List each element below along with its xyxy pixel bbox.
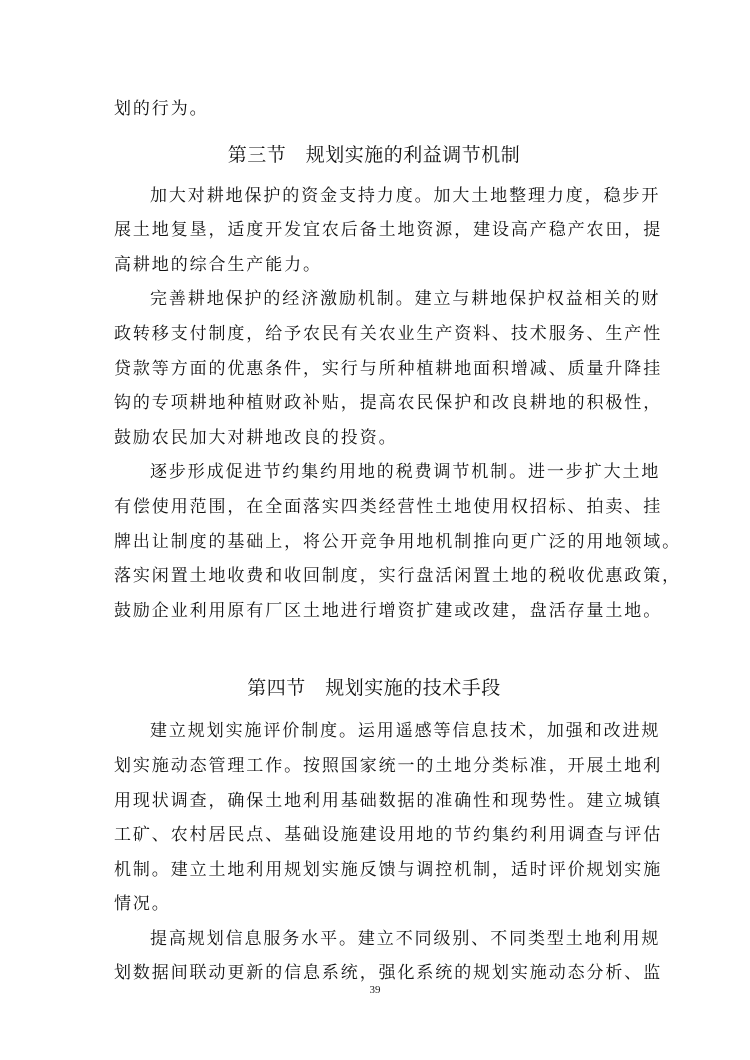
- paragraph-tax-fee-mechanism: [114, 455, 681, 628]
- text-line: 划实施动态管理工作。按照国家统一的土地分类标准，开展土地利: [114, 755, 663, 776]
- page-number: 39: [369, 984, 381, 996]
- continued-text-line: 划的行为。: [114, 99, 209, 119]
- text-line: 鼓励农民加大对耕地改良的投资。: [114, 427, 398, 448]
- section-heading-4: 第四节 规划实施的技术手段: [247, 677, 501, 700]
- text-line: 划数据间联动更新的信息系统，强化系统的规划实施动态分析、监: [114, 963, 663, 984]
- text-line: 建立规划实施评价制度。运用遥感等信息技术，加强和改进规: [150, 721, 661, 742]
- text-line: 完善耕地保护的经济激励机制。建立与耕地保护权益相关的财: [150, 289, 661, 310]
- paragraph-farmland-funding: [114, 179, 663, 283]
- paragraph-economic-incentives: [114, 282, 663, 455]
- paragraph-evaluation-system: [114, 714, 663, 922]
- text-line: 机制。建立土地利用规划实施反馈与调控机制，适时评价规划实施: [114, 859, 663, 880]
- text-line: 有偿使用范围，在全面落实四类经营性土地使用权招标、拍卖、挂: [114, 496, 663, 517]
- text-line: 高耕地的综合生产能力。: [114, 254, 322, 275]
- text-line: 展土地复垦，适度开发宜农后备土地资源，建设高产稳产农田，提: [114, 220, 663, 241]
- text-line: 落实闲置土地收费和收回制度，实行盘活闲置土地的税收优惠政策，: [114, 566, 681, 587]
- document-body: [114, 92, 681, 991]
- text-line: 鼓励企业利用原有厂区土地进行增资扩建或改建，盘活存量土地。: [114, 600, 663, 621]
- text-line: 用现状调查，确保土地利用基础数据的准确性和现势性。建立城镇: [114, 790, 663, 811]
- text-line: 政转移支付制度，给予农民有关农业生产资料、技术服务、生产性: [114, 323, 663, 344]
- text-line: 加大对耕地保护的资金支持力度。加大土地整理力度，稳步开: [150, 185, 661, 206]
- text-line: 钩的专项耕地种植财政补贴，提高农民保护和改良耕地的积极性，: [114, 393, 663, 414]
- text-line: 情况。: [114, 894, 171, 915]
- text-line: 工矿、农村居民点、基础设施建设用地的节约集约利用调查与评估: [114, 825, 663, 846]
- text-line: 提高规划信息服务水平。建立不同级别、不同类型土地利用规: [150, 928, 661, 949]
- text-line: 贷款等方面的优惠条件，实行与所种植耕地面积增减、质量升降挂: [114, 358, 663, 379]
- paragraph-information-services: [114, 922, 663, 991]
- section-heading-3: 第三节 规划实施的利益调节机制: [227, 143, 521, 166]
- text-line: 牌出让制度的基础上，将公开竞争用地机制推向更广泛的用地领域。: [114, 531, 681, 552]
- text-line: 逐步形成促进节约集约用地的税费调节机制。进一步扩大土地: [150, 462, 661, 483]
